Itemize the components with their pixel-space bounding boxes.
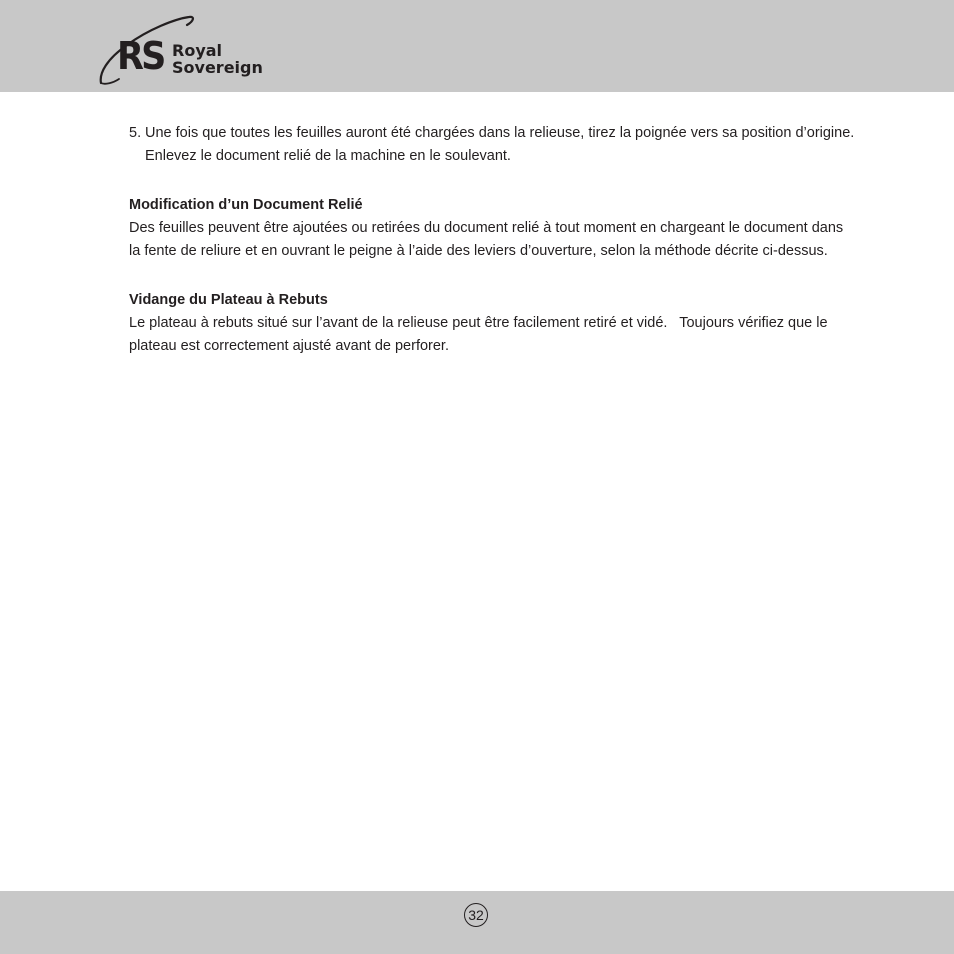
- logo-monogram: RS: [117, 34, 164, 78]
- logo-wordmark: [172, 42, 263, 76]
- header-band: [0, 0, 954, 92]
- step-5: [129, 122, 857, 168]
- page-number: 32: [464, 903, 488, 927]
- section-title-modification: Modification d’un Document Relié: [129, 197, 363, 213]
- logo-name-line1: Royal: [172, 41, 223, 60]
- section-body-vidange: Le plateau à rebuts situé sur l’avant de la relieuse peut être facilement retiré et vidé. Toujours vérifiez que le plateau est correctement ajusté avant de perforer.: [129, 315, 832, 354]
- step-text: Une fois que toutes les feuilles auront été chargées dans la relieuse, tirez la poignée vers sa position d’origine. Enlevez le document relié de la machine en le soulevant.: [145, 125, 855, 164]
- section-title-vidange: Vidange du Plateau à Rebuts: [129, 292, 328, 308]
- section-body-modification: Des feuilles peuvent être ajoutées ou retirées du document relié à tout moment en chargeant le document dans la fente de reliure et en ouvrant le peigne à l’aide des leviers d’ouverture, selon la méthode décrite ci-dessus.: [129, 220, 844, 259]
- document-content: [129, 122, 857, 358]
- step-number: 5.: [129, 125, 142, 141]
- logo-name-line2: Sovereign: [172, 58, 263, 77]
- royal-sovereign-logo: [97, 15, 277, 87]
